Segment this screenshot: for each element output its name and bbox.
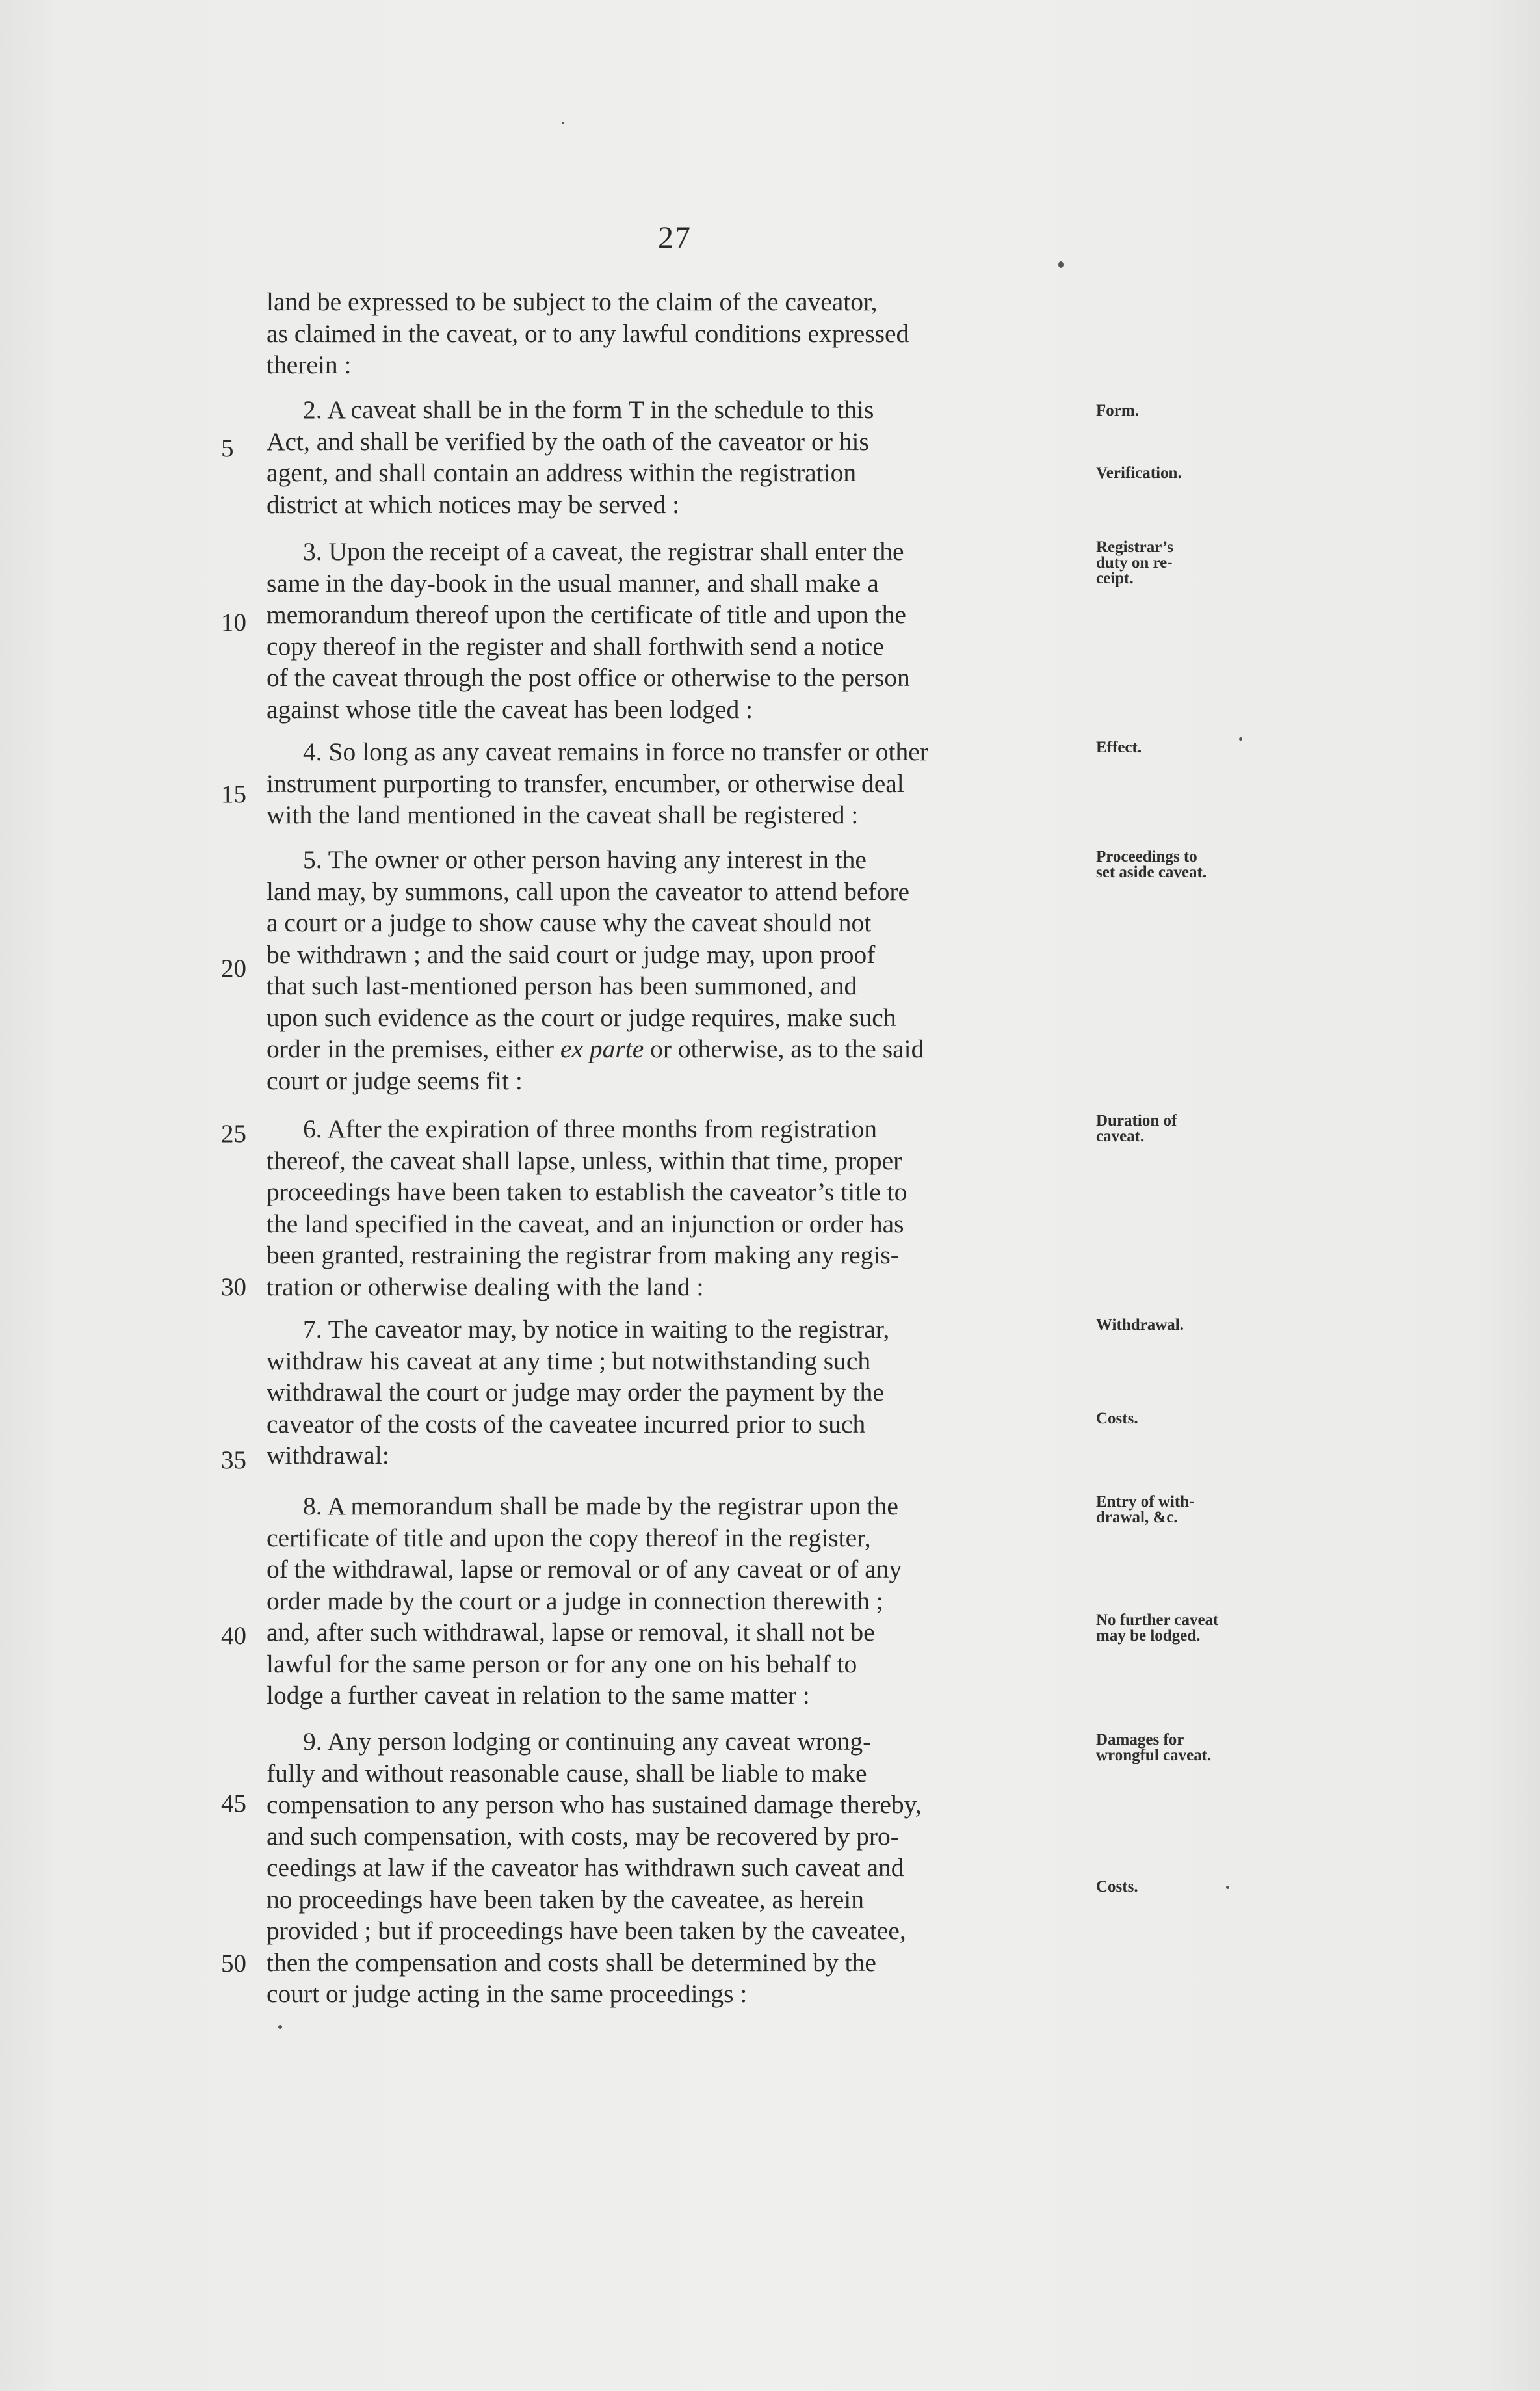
text-line: 4. So long as any caveat remains in force no transfer or other [303,737,928,766]
text-line: Act, and shall be verified by the oath of the caveator or his [267,427,869,456]
scan-speck [278,2025,282,2029]
text-line: upon such evidence as the court or judge requires, make such [267,1003,896,1032]
scan-speck [1058,261,1064,268]
line-number: 40 [221,1622,246,1650]
text-line: thereof, the caveat shall lapse, unless, within that time, proper [267,1146,902,1175]
text-line: caveator of the costs of the caveatee incurred prior to such [267,1409,866,1438]
text-line: the land specified in the caveat, and an injunction or order has [267,1209,904,1238]
text-line: 3. Upon the receipt of a caveat, the registrar shall enter the [303,537,904,566]
text-line: be withdrawn ; and the said court or judge may, upon proof [267,940,876,969]
marginal-note-effect: Effect. [1096,739,1142,756]
line-number: 35 [221,1446,246,1474]
section-2 [267,394,1080,520]
scan-speck [1226,1886,1229,1889]
text-line: withdraw his caveat at any time ; but notwithstanding such [267,1346,871,1375]
marginal-note-entry: Entry of with-drawal, &c. [1096,1493,1195,1526]
text-line: as claimed in the caveat, or to any lawful conditions expressed [267,319,909,348]
text-line: 6. After the expiration of three months from registration [303,1115,878,1143]
text-line: court or judge acting in the same proceedings : [267,1979,748,2008]
text-line: and such compensation, with costs, may be recovered by pro- [267,1821,899,1851]
text-line: and, after such withdrawal, lapse or removal, it shall not be [267,1618,875,1646]
marginal-note-verification: Verification. [1096,464,1182,482]
line-number: 20 [221,955,246,983]
text-line: then the compensation and costs shall be determined by the [267,1948,876,1977]
text-line: compensation to any person who has sustained damage thereby, [267,1790,922,1819]
section-3 [267,536,1080,725]
text-line: agent, and shall contain an address within the registration [267,458,857,487]
text-line: order made by the court or a judge in connection therewith ; [267,1586,883,1615]
text-line: a court or a judge to show cause why the caveat should not [267,908,872,937]
line-number: 30 [221,1273,246,1301]
line-number: 50 [221,1949,246,1977]
section-4 [267,736,1080,831]
marginal-note-proceedings: Proceedings to set aside caveat. [1096,848,1207,881]
page-number: 27 [658,220,692,255]
text-line: land be expressed to be subject to the claim of the caveator, [267,287,878,316]
text-line: land may, by summons, call upon the caveator to attend before [267,877,910,906]
section-6 [267,1113,1080,1302]
line-number: 45 [221,1790,246,1817]
text-line: 2. A caveat shall be in the form T in the schedule to this [303,395,874,424]
text-line: been granted, restraining the registrar from making any regis- [267,1241,899,1269]
section-5 [267,844,1080,1096]
text-line: district at which notices may be served : [267,490,680,519]
marginal-note-damages: Damages for wrongful caveat. [1096,1731,1212,1764]
italic-term: ex parte [560,1035,644,1063]
marginal-note-form: Form. [1096,402,1139,419]
text-line: fully and without reasonable cause, shall be liable to make [267,1758,867,1788]
text-line: that such last-mentioned person has been summoned, and [267,971,857,1000]
marginal-note-duration: Duration of caveat. [1096,1112,1177,1145]
text-line: of the caveat through the post office or otherwise to the person [267,663,910,692]
marginal-note-costs: Costs. [1096,1410,1138,1427]
text-line: same in the day-book in the usual manner, and shall make a [267,568,879,598]
text-line: court or judge seems fit : [267,1066,523,1095]
scan-speck [1239,737,1242,741]
text-line: tration or otherwise dealing with the land : [267,1272,704,1301]
text-line: with the land mentioned in the caveat shall be registered : [267,800,859,829]
section-9 [267,1726,1080,2010]
text-line: proceedings have been taken to establish the caveator’s title to [267,1178,907,1206]
text-line: withdrawal: [267,1441,389,1470]
text-line: against whose title the caveat has been lodged : [267,694,753,724]
text-line: 9. Any person lodging or continuing any caveat wrong- [303,1727,872,1756]
section-7 [267,1314,1080,1472]
text-line: 7. The caveator may, by notice in waiting to the registrar, [303,1315,890,1343]
text-line: no proceedings have been taken by the caveatee, as herein [267,1884,865,1914]
line-number: 15 [221,780,246,808]
text-line: instrument purporting to transfer, encumber, or otherwise deal [267,769,904,798]
section-8 [267,1490,1080,1711]
text-line: 8. A memorandum shall be made by the registrar upon the [303,1492,898,1520]
marginal-note-no-further: No further caveat may be lodged. [1096,1611,1219,1645]
line-number: 10 [221,609,246,637]
text-line: lawful for the same person or for any one on his behalf to [267,1649,857,1678]
text-line: certificate of title and upon the copy thereof in the register, [267,1523,871,1552]
text-segment: or otherwise, as to the said [650,1035,924,1063]
text-line: memorandum thereof upon the certificate of title and upon the [267,600,906,629]
text-line: provided ; but if proceedings have been taken by the caveatee, [267,1916,906,1945]
line-number: 25 [221,1120,246,1148]
text-line: ceedings at law if the caveator has withdrawn such caveat and [267,1853,904,1882]
text-line: of the withdrawal, lapse or removal or of any caveat or of any [267,1555,902,1583]
text-line: therein : [267,350,352,379]
marginal-note-registrar-duty: Registrar’s duty on re-ceipt. [1096,538,1173,587]
line-number: 5 [221,434,234,462]
paragraph-continuation [267,286,1080,381]
text-line [267,1033,1080,1065]
marginal-note-costs-2: Costs. [1096,1878,1138,1896]
text-line: withdrawal the court or judge may order the payment by the [267,1378,884,1407]
marginal-note-withdrawal: Withdrawal. [1096,1316,1184,1334]
text-line: copy thereof in the register and shall forthwith send a notice [267,631,884,661]
scan-speck [562,122,564,124]
text-segment: order in the premises, either [267,1035,555,1063]
text-line: 5. The owner or other person having any interest in the [303,845,867,874]
text-line: lodge a further caveat in relation to the same matter : [267,1681,810,1710]
